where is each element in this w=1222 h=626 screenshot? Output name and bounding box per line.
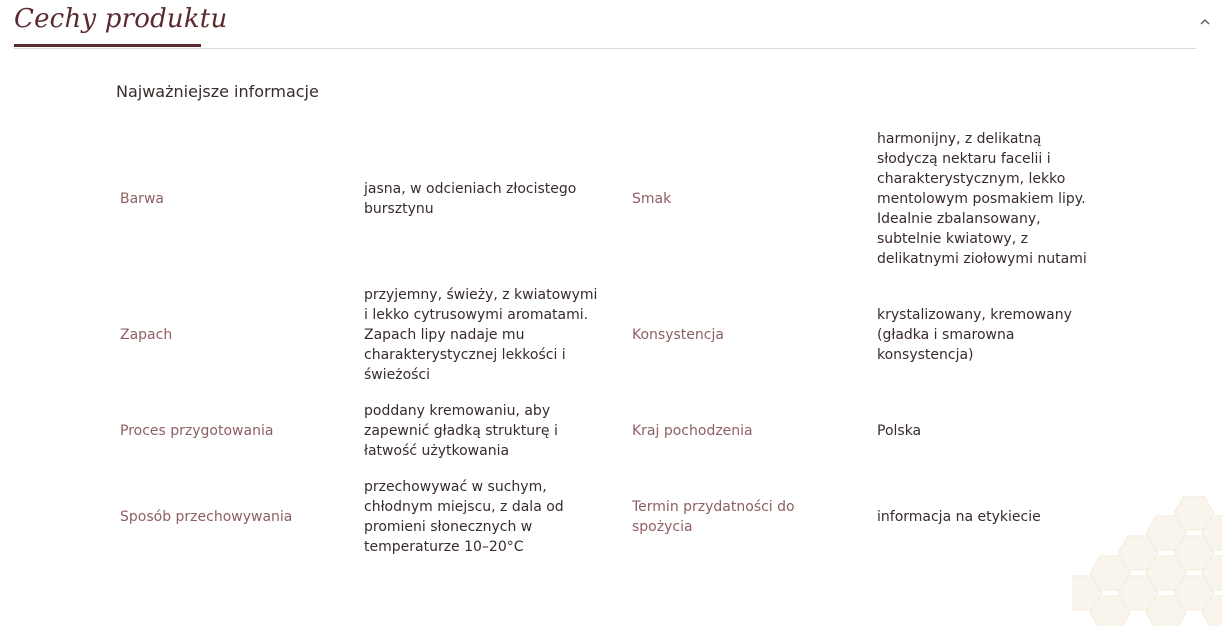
spec-label: Termin przydatności do spożycia (632, 499, 795, 535)
spec-label: Smak (632, 191, 672, 207)
collapse-toggle-button[interactable] (1196, 12, 1214, 30)
spec-value: jasna, w odcieniach złocistego bursztynu (364, 181, 577, 217)
spec-row (0, 128, 1222, 270)
spec-value: przyjemny, świeży, z kwiatowymi i lekko cytrusowymi aromatami. Zapach lipy nadaje mu charakterystycznej lekkości i świeżości (364, 287, 598, 383)
spec-label: Barwa (120, 191, 164, 207)
spec-value: Polska (877, 423, 922, 439)
spec-row (0, 476, 1222, 558)
spec-label: Zapach (120, 327, 173, 343)
spec-row (0, 400, 1222, 462)
spec-label: Kraj pochodzenia (632, 423, 753, 439)
section-heading: Najważniejsze informacje (116, 82, 319, 101)
spec-value: przechowywać w suchym, chłodnym miejscu, z dala od promieni słonecznych w temperaturze 10–20°C (364, 479, 564, 555)
spec-row (0, 284, 1222, 386)
spec-label: Proces przygotowania (120, 423, 274, 439)
spec-value: informacja na etykiecie (877, 509, 1041, 525)
spec-label: Konsystencja (632, 327, 724, 343)
spec-value: harmonijny, z delikatną słodyczą nektaru facelii i charakterystycznym, lekko mentolowym posmakiem lipy. Idealnie zbalansowany, subtelnie kwiatowy, z delikatnymi ziołowymi nutami (877, 131, 1087, 267)
chevron-up-icon (1200, 18, 1210, 25)
page-title: Cechy produktu (14, 4, 228, 34)
title-underline (14, 44, 201, 47)
spec-label: Sposób przechowywania (120, 509, 293, 525)
spec-value: poddany kremowaniu, aby zapewnić gładką strukturę i łatwość użytkowania (364, 403, 558, 459)
spec-value: krystalizowany, kremowany (gładka i smarowna konsystencja) (877, 307, 1072, 363)
accordion-header[interactable] (14, 0, 1196, 49)
